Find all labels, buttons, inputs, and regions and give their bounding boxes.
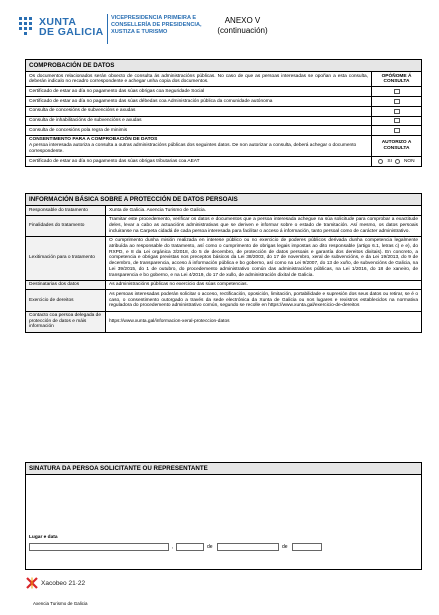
oppose-header: OPÓÑOME Á CONSULTA: [371, 72, 421, 86]
dept-line-1: VICEPRESIDENCIA PRIMEIRA E: [111, 15, 197, 21]
check-label: Certificado de estar ao día no pagamento das súas obrigas coa Seguridade Social: [29, 88, 205, 94]
info-label: Finalidades do tratamento: [26, 216, 106, 236]
de-text: de: [282, 544, 288, 550]
logo-separator: [107, 14, 108, 44]
xacobeo-text: Xacobeo 21·22: [41, 579, 86, 587]
info-row: [26, 237, 421, 281]
info-label: Exercicio de dereitos: [26, 290, 106, 310]
check-row: [26, 107, 421, 117]
info-row: [26, 216, 421, 237]
de-text: de: [207, 544, 213, 550]
consent-text: A persoa interesada autoriza a consulta a outras administracións públicas dos seguintes datos. De non autorizar a consulta, deberá achegar o documento correspondente.: [29, 143, 357, 154]
consent-title: CONSENTIMENTO PARA A COMPROBACIÓN DE DATOS: [29, 137, 158, 143]
oppose-checkbox[interactable]: [394, 89, 400, 94]
annex-subheading: (continuación): [217, 26, 268, 35]
oppose-checkbox[interactable]: [394, 118, 400, 123]
info-link[interactable]: https://www.xunta.gal/informacion-xeral-proteccion-datos: [109, 318, 230, 324]
data-protection-section: [25, 193, 422, 333]
dept-line-2: CONSELLERÍA DE PRESIDENCIA,: [111, 22, 202, 28]
footer-org: Axencia Turismo de Galicia: [33, 601, 88, 606]
annex-heading: ANEXO V: [224, 16, 261, 25]
check-label: Consulta de concesións pola regra de minimis: [29, 127, 128, 133]
info-label: Responsable do tratamento: [26, 206, 106, 215]
consent-text-block: [26, 136, 371, 156]
yes-no-radios: [378, 159, 414, 165]
info-text: As persoas interesadas poderán solicitar o acceso, rectificación, oposición, limitación, portabilidade e supresión dos seus datos ou retirar, se é o caso, o consentimento outorgado a través da sede electrónica da Xunta de Galicia ou nos lugares e rexistros establecidos na normativa reguladora do procedemento administrativo común, segundo se recolle en https://www.xunta.gal/exercicio-de-dereitos: [109, 291, 418, 309]
no-label: NON: [403, 158, 415, 164]
info-label: Destinatarias dos datos: [26, 281, 106, 290]
dept-line-3: XUSTIZA E TURISMO: [111, 29, 168, 35]
intro-row: [26, 72, 421, 87]
check-label: Certificado de estar ao día no pagamento das súas débedas coa Administración pública da comunidade autónoma: [29, 98, 273, 104]
xacobeo-icon: [26, 577, 38, 589]
yes-radio[interactable]: [378, 159, 383, 164]
annex-title: [200, 16, 285, 36]
check-row: [26, 97, 421, 107]
oppose-checkbox[interactable]: [394, 109, 400, 114]
info-row: [26, 312, 421, 332]
consent-row: [26, 136, 421, 157]
data-verification-section: [25, 59, 422, 167]
info-row: [26, 206, 421, 216]
oppose-checkbox[interactable]: [394, 99, 400, 104]
oppose-checkbox[interactable]: [394, 128, 400, 133]
place-date-label: Lugar e data: [29, 535, 58, 540]
check-label: Consulta de concesións de subvencións e axudas: [29, 108, 136, 114]
place-input[interactable]: [29, 543, 169, 551]
consent-item-label: Certificado de estar ao día no pagamento das súas obrigas tributarias coa AEAT: [29, 158, 200, 164]
section-title: INFORMACIÓN BÁSICA SOBRE A PROTECCIÓN DE DATOS PERSOAIS: [26, 194, 421, 206]
xunta-logo: [18, 16, 104, 38]
check-label: Consulta de inhabilitacións de subvencións e axudas: [29, 118, 142, 124]
section-title: COMPROBACIÓN DE DATOS: [26, 60, 421, 72]
info-text: As administracións públicas no exercicio das súas competencias.: [109, 282, 248, 288]
info-text: Xunta de Galicia. Axencia Turismo de Galicia.: [109, 207, 207, 213]
year-input[interactable]: [292, 543, 322, 551]
xacobeo-logo: [26, 577, 85, 589]
info-row: [26, 290, 421, 311]
signature-section: [25, 462, 422, 570]
month-input[interactable]: [217, 543, 279, 551]
consent-item-row: [26, 157, 421, 166]
page-header: [0, 0, 439, 56]
intro-text: Os documentos relacionados serán obxecto de consulta ás administracións públicas. No caso de que as persoas interesadas se opoñan a esta consulta, deberán indicalo no recadro correspondente e achegar unha copia dos documentos.: [29, 73, 368, 85]
info-text: Tramitar este procedemento, verificar os datos e documentos que a persoa interesada achegue na súa solicitude para comprobar a exactitude deles, levar a cabo as actuacións administrativas que se deriven e informar sobre o estado de tramitación. Así mesmo, os datos persoais incluiranse na Carpeta cidadá de cada persoa interesada para facilitar o acceso á información, tanto persoal como de carácter administrativo.: [109, 217, 418, 234]
info-label: Lexitimación para o tratamento: [26, 237, 106, 280]
authorize-header: AUTORIZO A CONSULTA: [371, 136, 421, 156]
info-label: Contacto coa persoa delegada de protección de datos e máis información: [26, 312, 106, 332]
yes-label: SI: [387, 158, 392, 164]
info-text: O cumprimento dunha misión realizada en interese público ou no exercicio de poderes públicos derivada dunha competencia legalmente atribuída ao responsable do tratamento, así como o cumprimento de obrigas legais impostas ao dito responsable (artigo 6.1, letras c) e e), do RXPD, e 8 da Lei orgánica 3/2018, do 5 de decembro, de protección de datos persoais e garantía dos dereitos dixitais). En concreto, a competencia e obrigas previstas nos preceptos básicos da Lei 38/2003, do 17 de novembro, xeral de subvencións, e da Lei 19/2013, do 9 de decembro, de transparencia, acceso á información pública e bo goberno, así como na Lei 9/2007, do 13 de xuño, de subvencións de Galicia, na Lei 39/2015, do 1 de outubro, do procedemento administrativo común das administracións públicas, na Lei 1/2016, do 18 de xaneiro, de transparencia e bo goberno, e na Lei 4/2019, do 17 de xullo, de administración dixital de Galicia.: [109, 238, 418, 278]
check-row: [26, 117, 421, 127]
logo-line-1: XUNTA: [39, 16, 77, 28]
comma-text: ,: [172, 544, 174, 550]
check-row: [26, 126, 421, 136]
xunta-emblem-icon: [18, 16, 34, 38]
check-row: [26, 87, 421, 97]
info-row: [26, 281, 421, 291]
no-radio[interactable]: [395, 159, 400, 164]
section-title: SINATURA DA PERSOA SOLICITANTE OU REPRESENTANTE: [26, 463, 421, 475]
day-input[interactable]: [176, 543, 204, 551]
logo-line-2: DE GALICIA: [39, 26, 104, 38]
